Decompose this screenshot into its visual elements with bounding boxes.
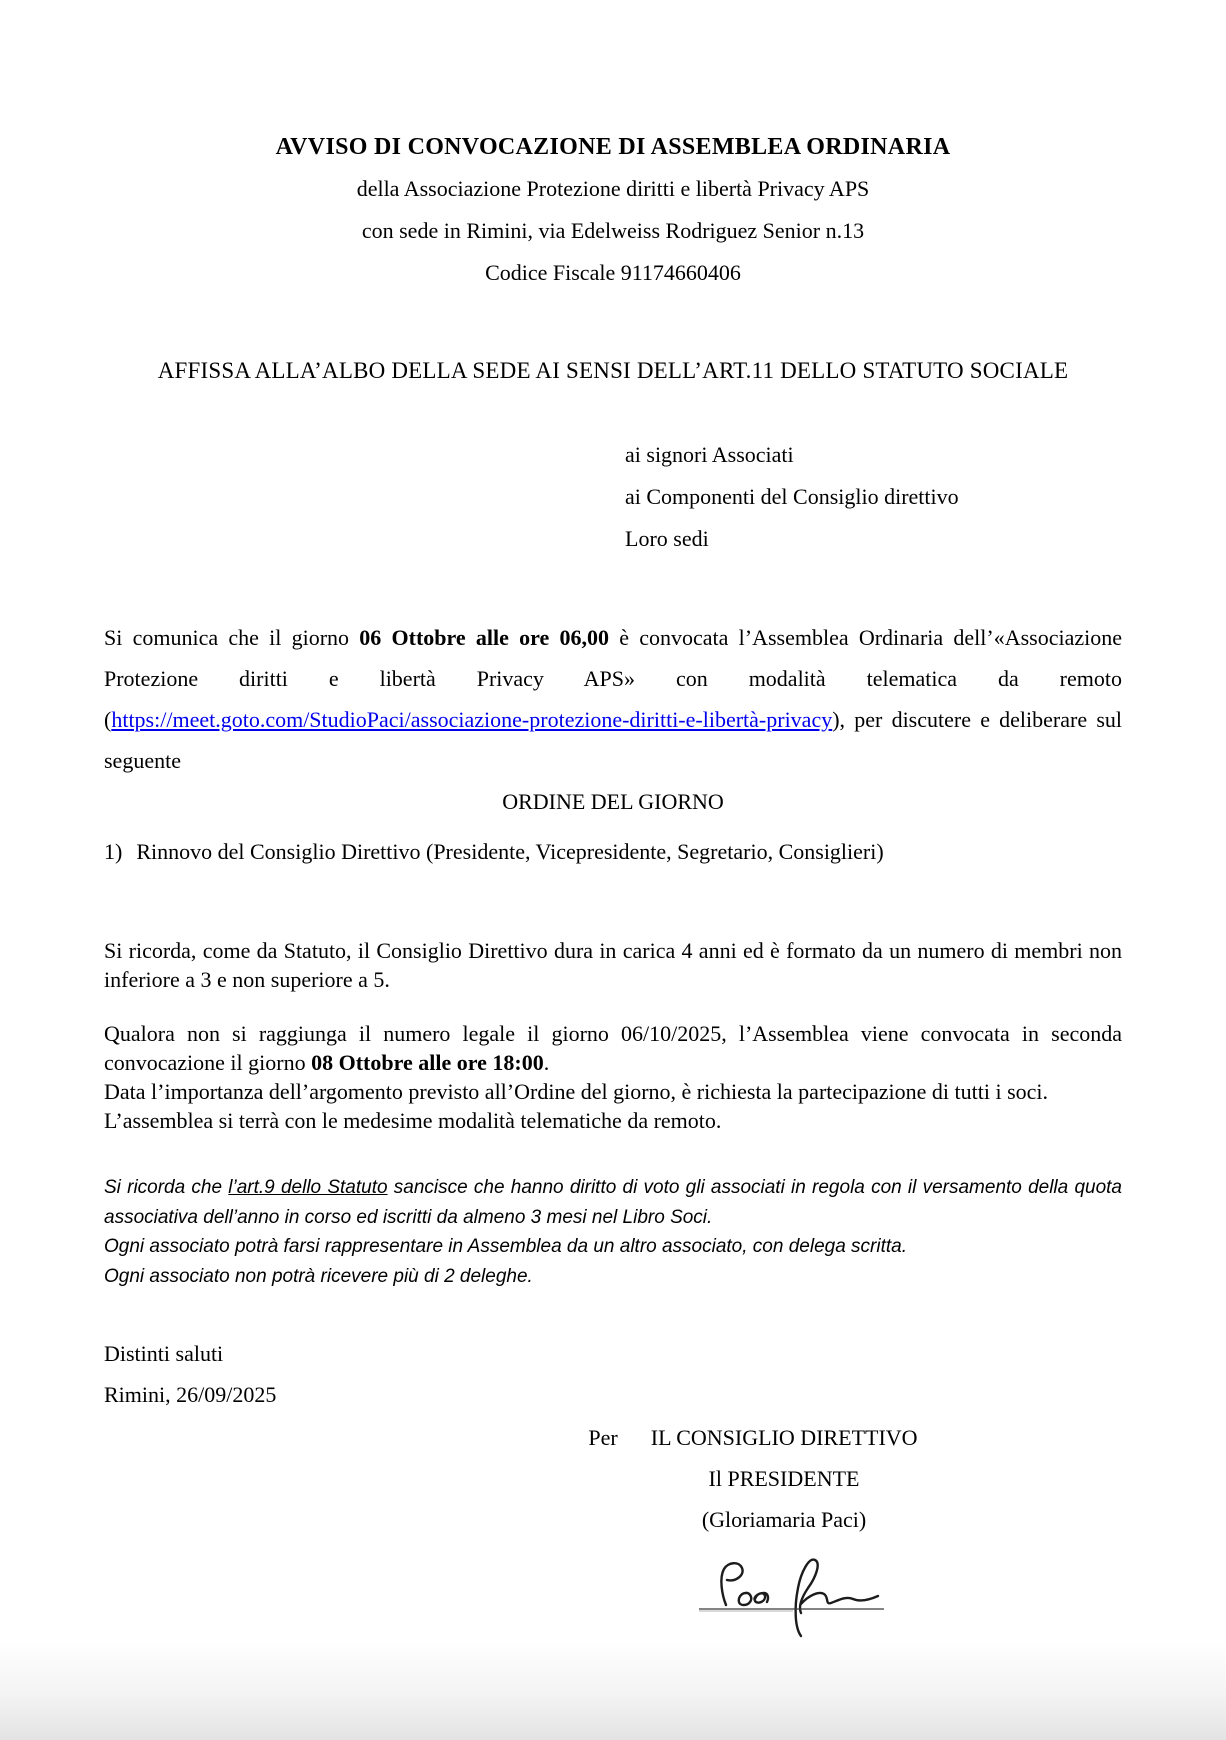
first-call-datetime: 06 Ottobre alle ore 06,00 — [359, 625, 609, 650]
addressee-line-loro-sedi: Loro sedi — [625, 526, 709, 551]
addressee-line-consiglio: ai Componenti del Consiglio direttivo — [625, 484, 959, 509]
agenda-heading: ORDINE DEL GIORNO — [502, 789, 724, 814]
meeting-link[interactable]: https://meet.goto.com/StudioPaci/associazione-protezione-diritti-e-libertà-privacy — [111, 707, 833, 732]
convocation-text-post: ), per discutere e deliberare sul seguente — [104, 707, 1122, 773]
president-label: Il PRESIDENTE — [708, 1466, 860, 1491]
agenda-item-number: 1) — [104, 839, 123, 864]
council-line — [473, 1417, 1033, 1458]
document-title: AVVISO DI CONVOCAZIONE DI ASSEMBLEA ORDINARIA — [275, 134, 951, 160]
second-call-text-pre: Qualora non si raggiunga il numero legale il giorno 06/10/2025, l’Assemblea viene convocata in seconda convocazione il giorno — [104, 1021, 1122, 1075]
header-fiscal-code-line: Codice Fiscale 91174660406 — [485, 260, 741, 285]
voting-notes-block — [104, 1173, 1122, 1291]
statute-reminder-paragraph: Si ricorda, come da Statuto, il Consiglio Direttivo dura in carica 4 anni ed è formato da un numero di membri non inferiore a 3 e non superiore a 5. — [104, 938, 1122, 992]
agenda-item-1 — [104, 831, 1122, 872]
second-call-paragraph — [104, 1019, 1122, 1077]
addressee-block — [625, 434, 1122, 560]
header-association-line: della Associazione Protezione diritti e libertà Privacy APS — [356, 176, 870, 201]
agenda-item-text: Rinnovo del Consiglio Direttivo (Presidente, Vicepresidente, Segretario, Consiglieri) — [136, 839, 884, 864]
importance-paragraph: Data l’importanza dell’argomento previsto all’Ordine del giorno, è richiesta la partecipazione di tutti i soci. — [104, 1079, 1049, 1104]
page-bottom-shadow — [0, 1640, 1226, 1740]
convocation-text-mid: è convocata l’Assemblea Ordinaria dell’«Associazione Protezione diritti e libertà Privacy APS» con modalità telematica da remoto ( — [104, 625, 1122, 732]
signature-image — [697, 1548, 887, 1643]
note1-underlined-reference: l’art.9 dello Statuto — [228, 1177, 388, 1198]
second-call-text-post: . — [543, 1050, 550, 1075]
council-label: IL CONSIGLIO DIRETTIVO — [650, 1425, 918, 1450]
per-label: Per — [588, 1425, 618, 1450]
place-and-date: Rimini, 26/09/2025 — [104, 1382, 277, 1407]
signature-block — [504, 1417, 1064, 1643]
voting-note-delegation-limit: Ogni associato non potrà ricevere più di 2 deleghe. — [104, 1265, 533, 1287]
addressee-line-associati: ai signori Associati — [625, 442, 794, 467]
remote-mode-line: L’assemblea si terrà con le medesime modalità telematiche da remoto. — [104, 1108, 722, 1133]
voting-note-delegation: Ogni associato potrà farsi rappresentare in Assemblea da un altro associato, con delega scritta. — [104, 1236, 908, 1257]
president-name: (Gloriamaria Paci) — [701, 1507, 867, 1532]
convocation-paragraph — [104, 617, 1122, 781]
closing-salutation: Distinti saluti — [104, 1341, 224, 1366]
header-address-line: con sede in Rimini, via Edelweiss Rodriguez Senior n.13 — [361, 218, 865, 243]
note1-text-pre: Si ricorda che — [104, 1177, 229, 1198]
convocation-text-pre: Si comunica che il giorno — [104, 625, 360, 650]
note1-text-post: sancisce che hanno diritto di voto gli associati in regola con il versamento della quota associativa dell’anno in corso ed iscritti da almeno 3 mesi nel Libro Soci. — [104, 1177, 1122, 1228]
second-call-datetime: 08 Ottobre alle ore 18:00 — [311, 1050, 544, 1075]
voting-note-article9 — [104, 1173, 1122, 1232]
posting-notice-line: AFFISSA ALLA’ALBO DELLA SEDE AI SENSI DELL’ART.11 DELLO STATUTO SOCIALE — [157, 358, 1069, 383]
